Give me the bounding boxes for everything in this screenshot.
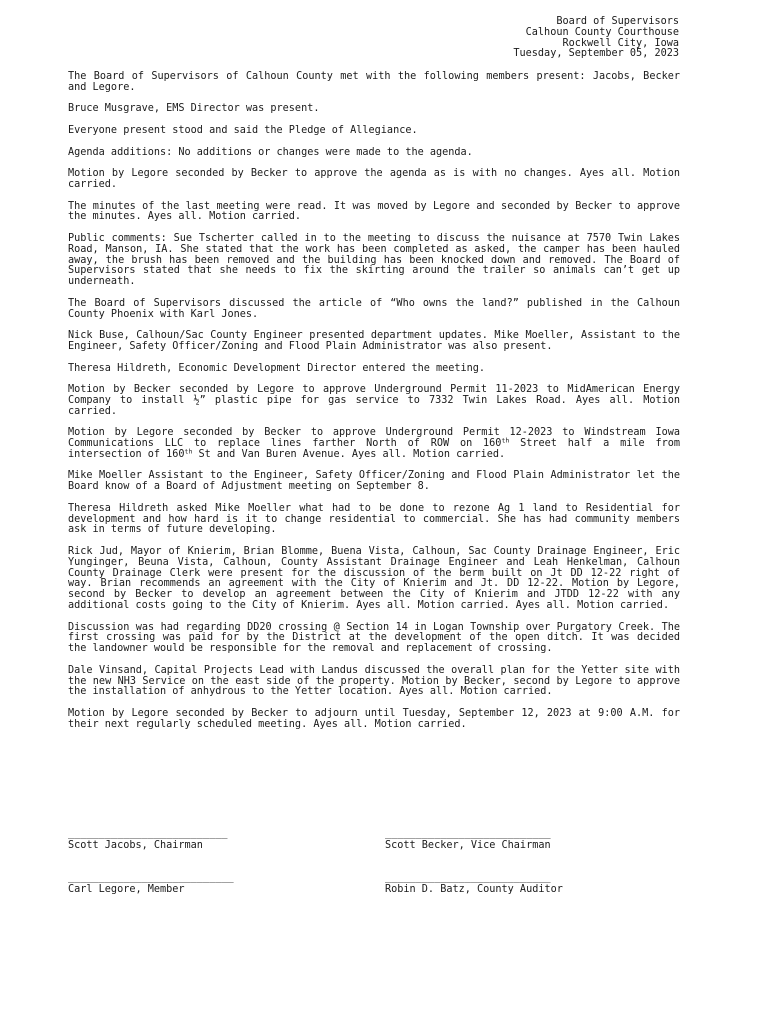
- adjourn-motion-paragraph: Motion by Legore seconded by Becker to adjourn until Tuesday, September 12, 2023 at 9:00 A.M. for their next regularly scheduled meeting. Ayes all. Motion carried.: [68, 708, 680, 730]
- signature-block-vice-chairman: [385, 829, 551, 852]
- minutes-body: [68, 72, 680, 741]
- header-location: Rockwell City, Iowa: [562, 37, 679, 49]
- agenda-motion-paragraph: Motion by Legore seconded by Becker to approve the agenda as is with no changes. Ayes all. Motion carried.: [68, 168, 680, 190]
- permit-11-2023-paragraph: Motion by Becker seconded by Legore to approve Underground Permit 11-2023 to MidAmerican Energy Company to install ½” plastic pipe for gas service to 7332 Twin Lakes Road. Ayes all. Motion carried.: [68, 384, 680, 417]
- knierim-drainage-paragraph: Rick Jud, Mayor of Knierim, Brian Blomme, Buena Vista, Calhoun, Sac County Drainage Engineer, Eric Yunginger, Beuna Vista, Calhoun, County Assistant Drainage Engineer and Leah Henkelman, Calhoun County Drainage Clerk were present for the discussion of the berm built on Jt DD 12-22 right of way. Brian recommends an agreement with the City of Knierim and Jt. DD 12-22. Motion by Legore, second by Becker to develop an agreement between the City of Knierim and JTDD 12-22 with any additional costs going to the City of Knierim. Ayes all. Motion carried. Ayes all. Motion carried.: [68, 546, 680, 612]
- permit-12-2023-paragraph: [68, 428, 680, 460]
- signature-block-chairman: [68, 829, 227, 852]
- header-courthouse: Calhoun County Courthouse: [525, 26, 679, 38]
- signer-name: Robin D. Batz, County Auditor: [385, 883, 563, 895]
- rezone-question-paragraph: Theresa Hildreth asked Mike Moeller what had to be done to rezone Ag 1 land to Residential for development and how hard is it to change residential to commercial. She has had community members ask in terms of future developing.: [68, 502, 680, 536]
- ordinal-suffix: th: [501, 436, 510, 445]
- document-header: [513, 17, 679, 60]
- permit-12-text-b: Street half a mile from intersection of 160: [68, 438, 681, 460]
- signature-line: ___________________________: [68, 872, 234, 883]
- signer-name: Scott Becker, Vice Chairman: [385, 839, 551, 851]
- signature-line: ___________________________: [385, 828, 551, 839]
- signature-line: ___________________________: [385, 872, 551, 883]
- permit-12-text-c: St and Van Buren Avenue. Ayes all. Motion carried.: [192, 448, 506, 460]
- ems-director-paragraph: Bruce Musgrave, EMS Director was present.: [68, 103, 320, 115]
- permit-12-text-a: Motion by Legore seconded by Becker to approve Underground Permit 12-2023 to Windstream Iowa Communications LLC to replace lines farther North of ROW on 160: [68, 427, 680, 450]
- header-date: Tuesday, September 05, 2023: [513, 48, 679, 60]
- dd20-crossing-paragraph: Discussion was had regarding DD20 crossing @ Section 14 in Logan Township over Purgatory Creek. The first crossing was paid for by the District at the development of the open ditch. It was decided the landowner would be responsible for the removal and replacement of crossing.: [68, 621, 680, 655]
- minutes-motion-paragraph: The minutes of the last meeting were read. It was moved by Legore and seconded by Becker to approve the minutes. Ayes all. Motion carried.: [68, 200, 680, 223]
- signer-name: Carl Legore, Member: [68, 883, 185, 895]
- engineer-updates-paragraph: Nick Buse, Calhoun/Sac County Engineer presented department updates. Mike Moeller, Assistant to the Engineer, Safety Officer/Zoning and Flood Plain Administrator was also present.: [68, 330, 680, 352]
- pledge-paragraph: Everyone present stood and said the Pledge of Allegiance.: [68, 124, 418, 136]
- signature-block-auditor: [385, 873, 563, 896]
- header-board: Board of Supervisors: [556, 16, 679, 27]
- signature-block-member: [68, 873, 234, 896]
- agenda-additions-paragraph: Agenda additions: No additions or changes were made to the agenda.: [68, 146, 473, 158]
- yetter-site-paragraph: Dale Vinsand, Capital Projects Lead with Landus discussed the overall plan for the Yetter site with the new NH3 Service on the east side of the property. Motion by Becker, second by Legore to approve the installation of anhydrous to the Yetter location. Ayes all. Motion carried.: [68, 664, 680, 698]
- economic-director-paragraph: Theresa Hildreth, Economic Development Director entered the meeting.: [68, 362, 486, 374]
- article-discussion-paragraph: The Board of Supervisors discussed the article of “Who owns the land?” published in the Calhoun County Phoenix with Karl Jones.: [68, 297, 680, 320]
- public-comments-paragraph: Public comments: Sue Tscherter called in to the meeting to discuss the nuisance at 7570 Twin Lakes Road, Manson, IA. She stated that the work has been completed as asked, the camper has been hauled away, the brush has been removed and the building has been knocked down and removed. The Board of Supervisors stated that she needs to fix the skirting around the trailer so animals can’t get up underneath.: [68, 232, 680, 288]
- board-of-adjustment-paragraph: Mike Moeller Assistant to the Engineer, Safety Officer/Zoning and Flood Plain Administrator let the Board know of a Board of Adjustment meeting on September 8.: [68, 470, 680, 493]
- signer-name: Scott Jacobs, Chairman: [68, 839, 203, 851]
- signature-line: __________________________: [68, 828, 228, 839]
- members-present-paragraph: The Board of Supervisors of Calhoun County met with the following members present: Jacobs, Becker and Legore.: [68, 71, 680, 93]
- ordinal-suffix: th: [184, 447, 193, 456]
